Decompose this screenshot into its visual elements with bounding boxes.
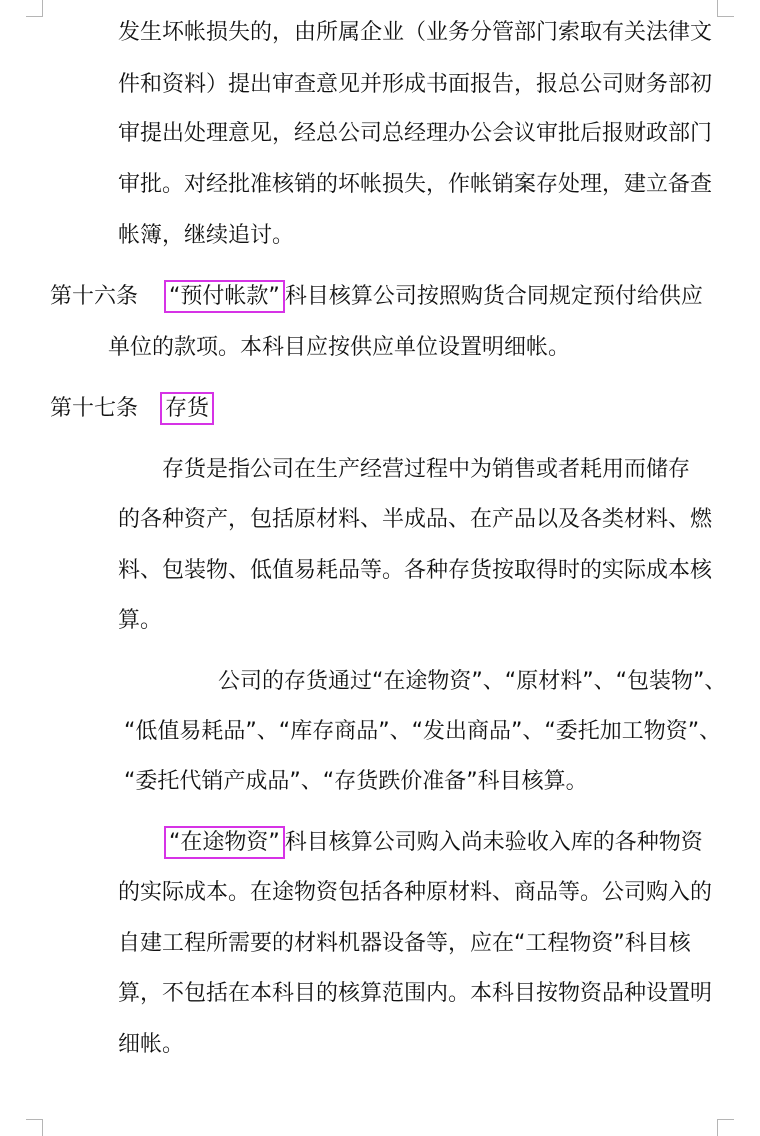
text-line: 料、包装物、低值易耗品等。各种存货按取得时的实际成本核 [118,558,713,583]
text-line: 审批。对经批准核销的坏帐损失，作帐销案存处理，建立备查 [118,172,713,197]
page-corner-mark [717,1119,734,1136]
page-corner-mark [26,1119,43,1136]
highlighted-term: “预付帐款” [164,280,285,313]
article-label: 第十六条 [50,284,139,309]
text-line: 的各种资产，包括原材料、半成品、在产品以及各类材料、燃 [118,507,713,532]
text-line: “低值易耗品”、“库存商品”、“发出商品”、“委托加工物资”、 [124,719,722,744]
text-line: 发生坏帐损失的，由所属企业（业务分管部门索取有关法律文 [118,20,713,45]
text-run: 科目核算公司购入尚未验收入库的各种物资 [284,830,703,855]
text-line: “委托代销产成品”、“存货跌价准备”科目核算。 [124,769,588,794]
text-line: 件和资料）提出审查意见并形成书面报告，报总公司财务部初 [118,72,713,97]
article-label: 第十七条 [50,396,139,421]
page-corner-mark [717,0,734,17]
text-line: 细帐。 [118,1032,185,1057]
text-line: 审提出处理意见，经总公司总经理办公会议审批后报财政部门 [118,121,713,146]
text-line: 存货是指公司在生产经营过程中为销售或者耗用而储存 [162,457,691,482]
paragraph-4-line [164,828,703,858]
text-run: 科目核算公司按照购货合同规定预付给供应 [284,284,703,309]
text-line: 自建工程所需要的材料机器设备等，应在“工程物资”科目核 [118,931,691,956]
highlighted-term: 存货 [160,392,214,425]
text-line: 的实际成本。在途物资包括各种原材料、商品等。公司购入的 [118,880,713,905]
article-16-line [50,282,703,312]
article-17-line [50,394,214,424]
page-corner-mark [26,0,43,17]
text-line: 算。 [118,608,163,633]
text-line: 公司的存货通过“在途物资”、“原材料”、“包装物”、 [218,669,727,694]
text-line: 帐簿，继续追讨。 [118,223,295,248]
highlighted-term: “在途物资” [164,826,285,859]
text-line: 单位的款项。本科目应按供应单位设置明细帐。 [108,335,571,360]
text-line: 算，不包括在本科目的核算范围内。本科目按物资品种设置明 [118,981,713,1006]
